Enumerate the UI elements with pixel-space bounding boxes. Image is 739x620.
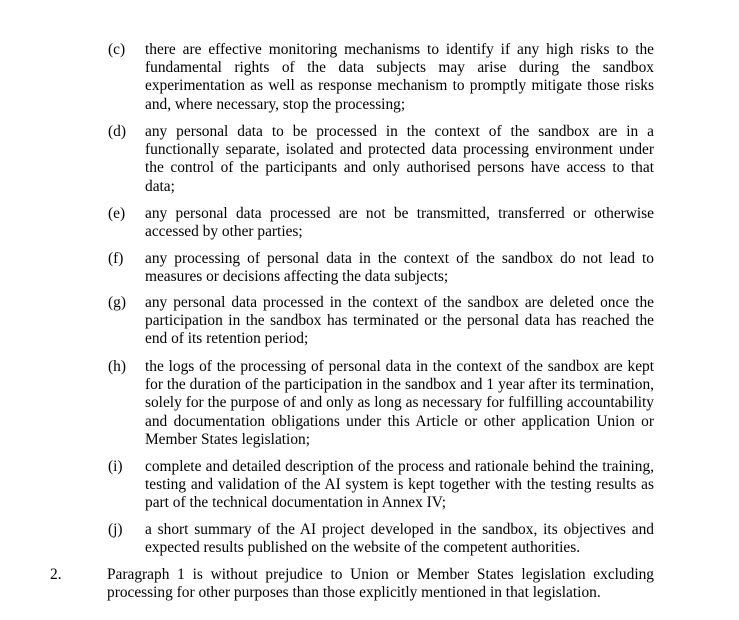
paragraph-number: 2. [50,566,62,583]
list-item-d [108,123,654,196]
paragraph-2 [50,566,654,602]
list-item-label: (g) [108,294,126,311]
list-item-text: the logs of the processing of personal data in the context of the sandbox are kept for the duration of the participation in the sandbox and 1 year after its termination, solely for the purpose of and only as long as necessary for fulfilling accountability and documentation obligations under this Article or other application Union or Member States legislation; [145,358,654,448]
list-item-c [108,41,654,114]
list-item-i [108,458,654,513]
list-item-j [108,521,654,557]
list-item-label: (i) [108,458,123,475]
paragraph-text: Paragraph 1 is without prejudice to Union or Member States legislation excluding processing for other purposes than those explicitly mentioned in that legislation. [107,566,654,602]
list-item-text: any processing of personal data in the context of the sandbox do not lead to measures or decisions affecting the data subjects; [145,250,654,286]
list-item-e [108,205,654,241]
list-item-text: any personal data to be processed in the context of the sandbox are in a functionally separate, isolated and protected data processing environment under the control of the participants and only authorised persons have access to that data; [145,123,654,195]
list-item-label: (h) [108,358,126,375]
list-item-label: (d) [108,123,126,140]
list-item-g [108,294,654,349]
list-item-text: a short summary of the AI project developed in the sandbox, its objectives and expected results published on the website of the competent authorities. [145,521,654,557]
list-item-text: any personal data processed in the context of the sandbox are deleted once the participation in the sandbox has terminated or the personal data has reached the end of its retention period; [145,294,654,348]
list-item-h [108,358,654,449]
list-item-text: complete and detailed description of the process and rationale behind the training, testing and validation of the AI system is kept together with the testing results as part of the technical documentation in Annex IV; [145,458,654,512]
list-item-text: there are effective monitoring mechanisms to identify if any high risks to the fundamental rights of the data subjects may arise during the sandbox experimentation as well as response mechanism to promptly mitigate those risks and, where necessary, stop the processing; [145,41,654,113]
list-item-label: (j) [108,521,123,538]
list-item-f [108,250,654,286]
list-item-text: any personal data processed are not be transmitted, transferred or otherwise accessed by other parties; [145,205,654,241]
list-item-label: (c) [108,41,126,58]
list-item-label: (f) [108,250,124,267]
list-item-label: (e) [108,205,126,222]
